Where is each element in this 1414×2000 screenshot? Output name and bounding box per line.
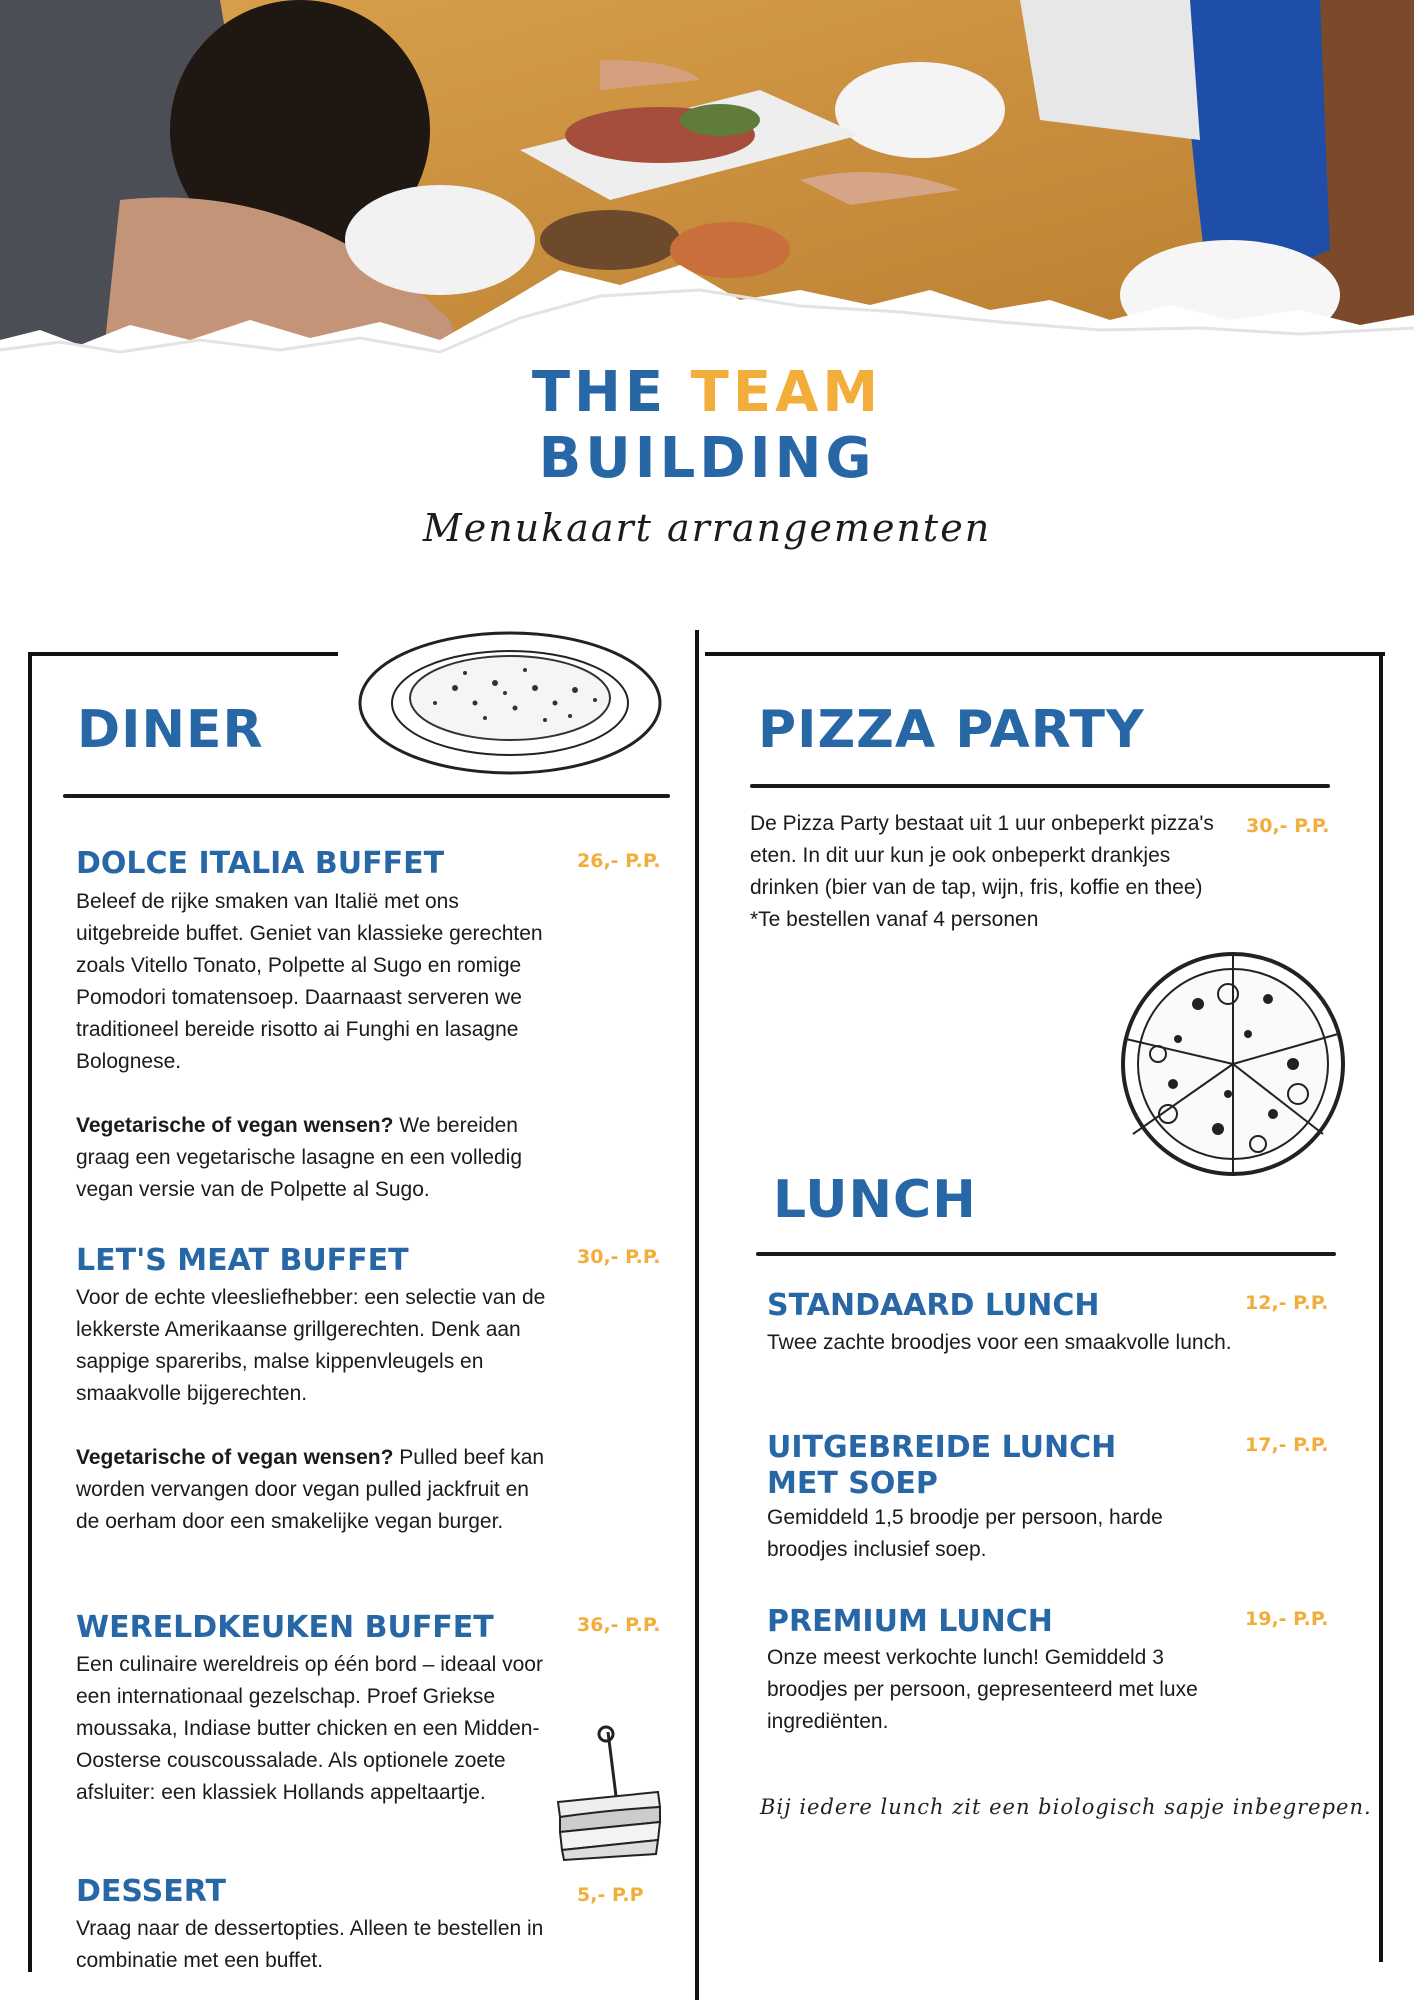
pizza-note: *Te bestellen vanaf 4 personen	[750, 908, 1039, 931]
diner-item-3-name: WERELDKEUKEN BUFFET	[76, 1610, 494, 1645]
diner-item-2-veg-text: Pulled beef kan worden vervangen door vegan pulled jackfruit en de oerham door een smakelijke vegan burger.	[76, 1446, 545, 1533]
lunch-item-3-description	[767, 1642, 1207, 1738]
frame-left-vertical	[28, 652, 32, 1972]
lunch-item-1-description	[767, 1327, 1237, 1359]
title-accent: TEAM	[690, 360, 883, 425]
lunch-heading: LUNCH	[773, 1170, 977, 1230]
pizza-text: De Pizza Party bestaat uit 1 uur onbeperkt pizza's eten. In dit uur kun je ook onbeperkt drankjes drinken (bier van de tap, wijn, fris, koffie en thee)	[750, 812, 1214, 899]
page-subtitle: Menukaart arrangementen	[422, 506, 992, 550]
diner-item-1-description	[76, 886, 546, 1206]
lunch-item-3-name: PREMIUM LUNCH	[767, 1604, 1053, 1639]
frame-right-top	[705, 652, 1385, 656]
sandwich-icon	[548, 1722, 668, 1862]
frame-left-top	[28, 652, 338, 656]
lunch-item-2-text: Gemiddeld 1,5 broodje per persoon, harde broodjes inclusief soep.	[767, 1506, 1163, 1561]
diner-item-4-price: 5,- P.P	[577, 1884, 644, 1906]
pizza-heading: PIZZA PARTY	[758, 700, 1145, 760]
diner-item-2-veg-label: Vegetarische of vegan wensen?	[76, 1446, 394, 1469]
diner-heading: DINER	[77, 700, 264, 760]
diner-item-4-description	[76, 1913, 636, 1977]
diner-item-4-name: DESSERT	[76, 1874, 226, 1909]
diner-rule	[63, 794, 670, 798]
hero-photo	[0, 0, 1414, 390]
diner-item-1-text: Beleef de rijke smaken van Italië met ons uitgebreide buffet. Geniet van klassieke gerechten zoals Vitello Tonato, Polpette al Sugo en romige Pomodori tomatensoep. Daarnaast serveren we traditioneel bereide risotto ai Funghi en lasagne Bolognese.	[76, 890, 543, 1073]
diner-item-3-price: 36,- P.P.	[577, 1614, 661, 1636]
title-building: BUILDING	[538, 426, 876, 491]
diner-item-1-veg-label: Vegetarische of vegan wensen?	[76, 1114, 394, 1137]
lunch-item-2-price: 17,- P.P.	[1245, 1434, 1329, 1456]
lunch-item-3-text: Onze meest verkochte lunch! Gemiddeld 3 broodjes per persoon, gepresenteerd met luxe ingrediënten.	[767, 1646, 1198, 1733]
title-the: THE	[531, 360, 691, 425]
lunch-item-1-text: Twee zachte broodjes voor een smaakvolle lunch.	[767, 1331, 1232, 1354]
diner-item-1-veg-text: We bereiden graag een vegetarische lasagne en een volledig vegan versie van de Polpette al Sugo.	[76, 1114, 522, 1201]
lunch-item-1-name: STANDAARD LUNCH	[767, 1288, 1100, 1323]
diner-item-2-price: 30,- P.P.	[577, 1246, 661, 1268]
pizza-rule	[750, 784, 1330, 788]
page-title	[0, 360, 1414, 492]
risotto-plate-icon	[355, 628, 665, 778]
lunch-rule	[756, 1252, 1336, 1256]
pizza-description	[750, 808, 1220, 936]
frame-right-vertical	[1379, 652, 1383, 1962]
diner-item-2-description	[76, 1282, 546, 1538]
lunch-item-1-price: 12,- P.P.	[1245, 1292, 1329, 1314]
lunch-item-2-name: UITGEBREIDE LUNCH MET SOEP	[767, 1430, 1117, 1501]
diner-item-1-name: DOLCE ITALIA BUFFET	[76, 846, 445, 881]
diner-item-4-text: Vraag naar de dessertopties. Alleen te bestellen in combinatie met een buffet.	[76, 1917, 544, 1972]
diner-item-1-price: 26,- P.P.	[577, 850, 661, 872]
lunch-footnote: Bij iedere lunch zit een biologisch sapje inbegrepen.	[760, 1795, 1372, 1819]
lunch-item-2-description	[767, 1502, 1237, 1566]
pizza-icon	[1108, 944, 1358, 1184]
frame-center-vertical	[695, 630, 699, 2000]
pizza-price: 30,- P.P.	[1246, 815, 1330, 837]
diner-item-2-text: Voor de echte vleesliefhebber: een selectie van de lekkerste Amerikaanse grillgerechten. Denk aan sappige spareribs, malse kippenvleugels en smaakvolle bijgerechten.	[76, 1286, 546, 1405]
diner-item-3-text: Een culinaire wereldreis op één bord – ideaal voor een internationaal gezelschap. Proef Griekse moussaka, Indiase butter chicken en een Midden-Oosterse couscoussalade. Als optionele zoete afsluiter: een klassiek Hollands appeltaartje.	[76, 1653, 543, 1804]
title-block	[0, 360, 1414, 550]
diner-item-2-name: LET'S MEAT BUFFET	[76, 1243, 409, 1278]
diner-item-3-description	[76, 1649, 556, 1809]
lunch-item-3-price: 19,- P.P.	[1245, 1608, 1329, 1630]
